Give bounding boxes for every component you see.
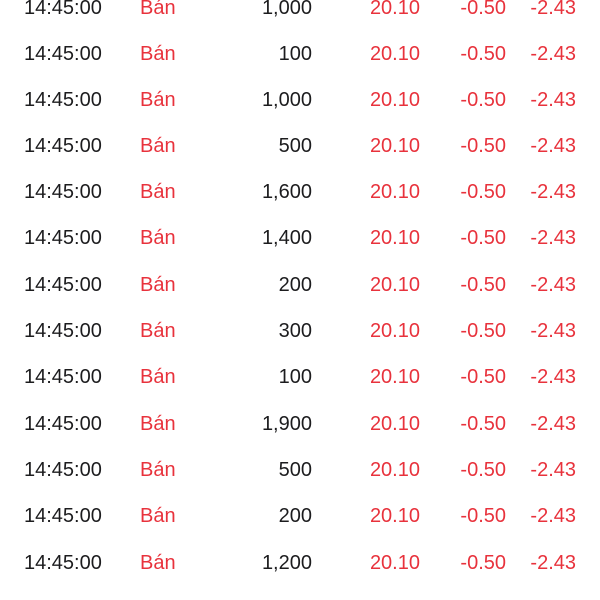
trade-change: -0.50	[460, 227, 506, 249]
trade-change: -0.50	[460, 135, 506, 157]
trade-price: 20.10	[369, 227, 420, 249]
trade-volume: 500	[278, 459, 312, 481]
trade-price: 20.10	[369, 274, 420, 296]
trade-change-percent: -2.43	[530, 227, 576, 249]
trade-row	[0, 493, 600, 539]
trade-price: 20.10	[369, 552, 420, 574]
trade-volume: 500	[278, 135, 312, 157]
trade-time: 14:45:00	[24, 135, 102, 157]
trade-time: 14:45:00	[24, 366, 102, 388]
trade-side: Bán	[140, 413, 176, 435]
trade-time: 14:45:00	[24, 0, 102, 19]
trade-change: -0.50	[460, 0, 506, 19]
trade-change-percent: -2.43	[530, 89, 576, 111]
trade-change-percent: -2.43	[530, 413, 576, 435]
trade-change-percent: -2.43	[530, 135, 576, 157]
trade-time: 14:45:00	[24, 413, 102, 435]
trade-time: 14:45:00	[24, 89, 102, 111]
trade-price: 20.10	[369, 366, 420, 388]
trade-side: Bán	[140, 552, 176, 574]
trade-time: 14:45:00	[24, 552, 102, 574]
trade-row	[0, 0, 600, 31]
trade-row	[0, 308, 600, 354]
trade-volume: 100	[278, 366, 312, 388]
trade-volume: 1,000	[261, 89, 312, 111]
trade-price: 20.10	[369, 320, 420, 342]
trade-side: Bán	[140, 274, 176, 296]
trade-volume: 1,000	[261, 0, 312, 19]
trade-change: -0.50	[460, 459, 506, 481]
trade-price: 20.10	[369, 135, 420, 157]
trade-change: -0.50	[460, 552, 506, 574]
trade-price: 20.10	[369, 43, 420, 65]
trade-price: 20.10	[369, 181, 420, 203]
trade-time: 14:45:00	[24, 320, 102, 342]
trade-change-percent: -2.43	[530, 43, 576, 65]
trade-change: -0.50	[460, 320, 506, 342]
trade-row	[0, 262, 600, 308]
trade-row	[0, 169, 600, 215]
trade-row	[0, 123, 600, 169]
trade-volume: 1,400	[261, 227, 312, 249]
trade-side: Bán	[140, 320, 176, 342]
trade-side: Bán	[140, 505, 176, 527]
trade-change: -0.50	[460, 274, 506, 296]
trade-row	[0, 31, 600, 77]
trade-price: 20.10	[369, 413, 420, 435]
trade-side: Bán	[140, 181, 176, 203]
trade-change-percent: -2.43	[530, 0, 576, 19]
trade-row	[0, 401, 600, 447]
trade-price: 20.10	[369, 505, 420, 527]
trade-row	[0, 447, 600, 493]
trade-change-percent: -2.43	[530, 505, 576, 527]
trade-side: Bán	[140, 0, 176, 19]
trade-time: 14:45:00	[24, 459, 102, 481]
trade-change: -0.50	[460, 89, 506, 111]
trade-row	[0, 354, 600, 400]
trade-time: 14:45:00	[24, 43, 102, 65]
trade-change-percent: -2.43	[530, 274, 576, 296]
trade-change: -0.50	[460, 181, 506, 203]
trade-side: Bán	[140, 135, 176, 157]
trade-row	[0, 77, 600, 123]
trade-time: 14:45:00	[24, 181, 102, 203]
trade-row	[0, 540, 600, 586]
trade-side: Bán	[140, 459, 176, 481]
trade-volume: 100	[278, 43, 312, 65]
trade-volume: 200	[278, 505, 312, 527]
trade-change: -0.50	[460, 413, 506, 435]
trade-change-percent: -2.43	[530, 181, 576, 203]
trade-change-percent: -2.43	[530, 552, 576, 574]
trade-time: 14:45:00	[24, 227, 102, 249]
trade-change: -0.50	[460, 366, 506, 388]
trade-side: Bán	[140, 43, 176, 65]
trade-volume: 1,200	[261, 552, 312, 574]
trade-side: Bán	[140, 227, 176, 249]
trade-volume: 1,900	[261, 413, 312, 435]
trade-side: Bán	[140, 366, 176, 388]
trade-volume: 1,600	[261, 181, 312, 203]
trade-price: 20.10	[369, 459, 420, 481]
trade-price: 20.10	[369, 0, 420, 19]
trade-row	[0, 215, 600, 261]
trade-price: 20.10	[369, 89, 420, 111]
trade-volume: 200	[278, 274, 312, 296]
trade-change-percent: -2.43	[530, 320, 576, 342]
trade-side: Bán	[140, 89, 176, 111]
trade-change: -0.50	[460, 43, 506, 65]
trade-time: 14:45:00	[24, 274, 102, 296]
trade-volume: 300	[278, 320, 312, 342]
trade-change-percent: -2.43	[530, 366, 576, 388]
trade-change: -0.50	[460, 505, 506, 527]
trade-change-percent: -2.43	[530, 459, 576, 481]
trade-time: 14:45:00	[24, 505, 102, 527]
